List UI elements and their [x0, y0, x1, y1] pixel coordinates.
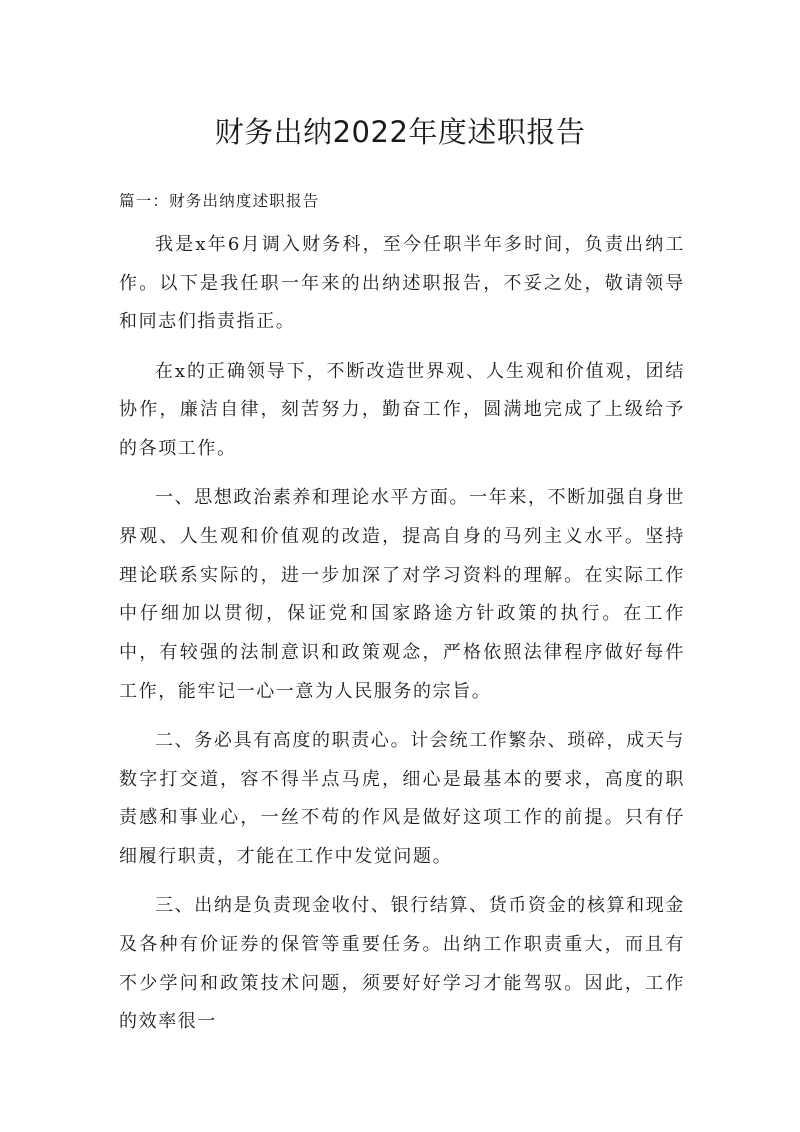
paragraph-leadership: 在x的正确领导下，不断改造世界观、人生观和价值观，团结协作，廉洁自律，刻苦努力，勤奋工作，圆满地完成了上级给予的各项工作。	[119, 360, 685, 460]
paragraph-intro: 我是x年6月调入财务科，至今任职半年多时间，负责出纳工作。以下是我任职一年来的出纳述职报告，不妥之处，敬请领导和同志们指责指正。	[119, 234, 685, 333]
paragraph-point-three: 三、出纳是负责现金收付、银行结算、货币资金的核算和现金及各种有价证券的保管等重要任务。出纳工作职责重大，而且有不少学问和政策技术问题，须要好好学习才能驾驭。因此，工作的效率很一	[119, 895, 685, 1033]
paragraph-point-two: 二、务必具有高度的职责心。计会统工作繁杂、琐碎，成天与数字打交道，容不得半点马虎，细心是最基本的要求，高度的职责感和事业心，一丝不苟的作风是做好这项工作的前提。只有仔细履行职责，才能在工作中发觉问题。	[119, 729, 685, 868]
document-body	[119, 226, 685, 1053]
section-heading: 篇一：财务出纳度述职报告	[119, 192, 320, 210]
document-title: 财务出纳2022年度述职报告	[214, 115, 586, 149]
paragraph-point-one: 一、思想政治素养和理论水平方面。一年来，不断加强自身世界观、人生观和价值观的改造，提高自身的马列主义水平。坚持理论联系实际的，进一步加深了对学习资料的理解。在实际工作中仔细加以贯彻，保证党和国家路途方针政策的执行。在工作中，有较强的法制意识和政策观念，严格依照法律程序做好每件工作，能牢记一心一意为人民服务的宗旨。	[119, 487, 685, 702]
